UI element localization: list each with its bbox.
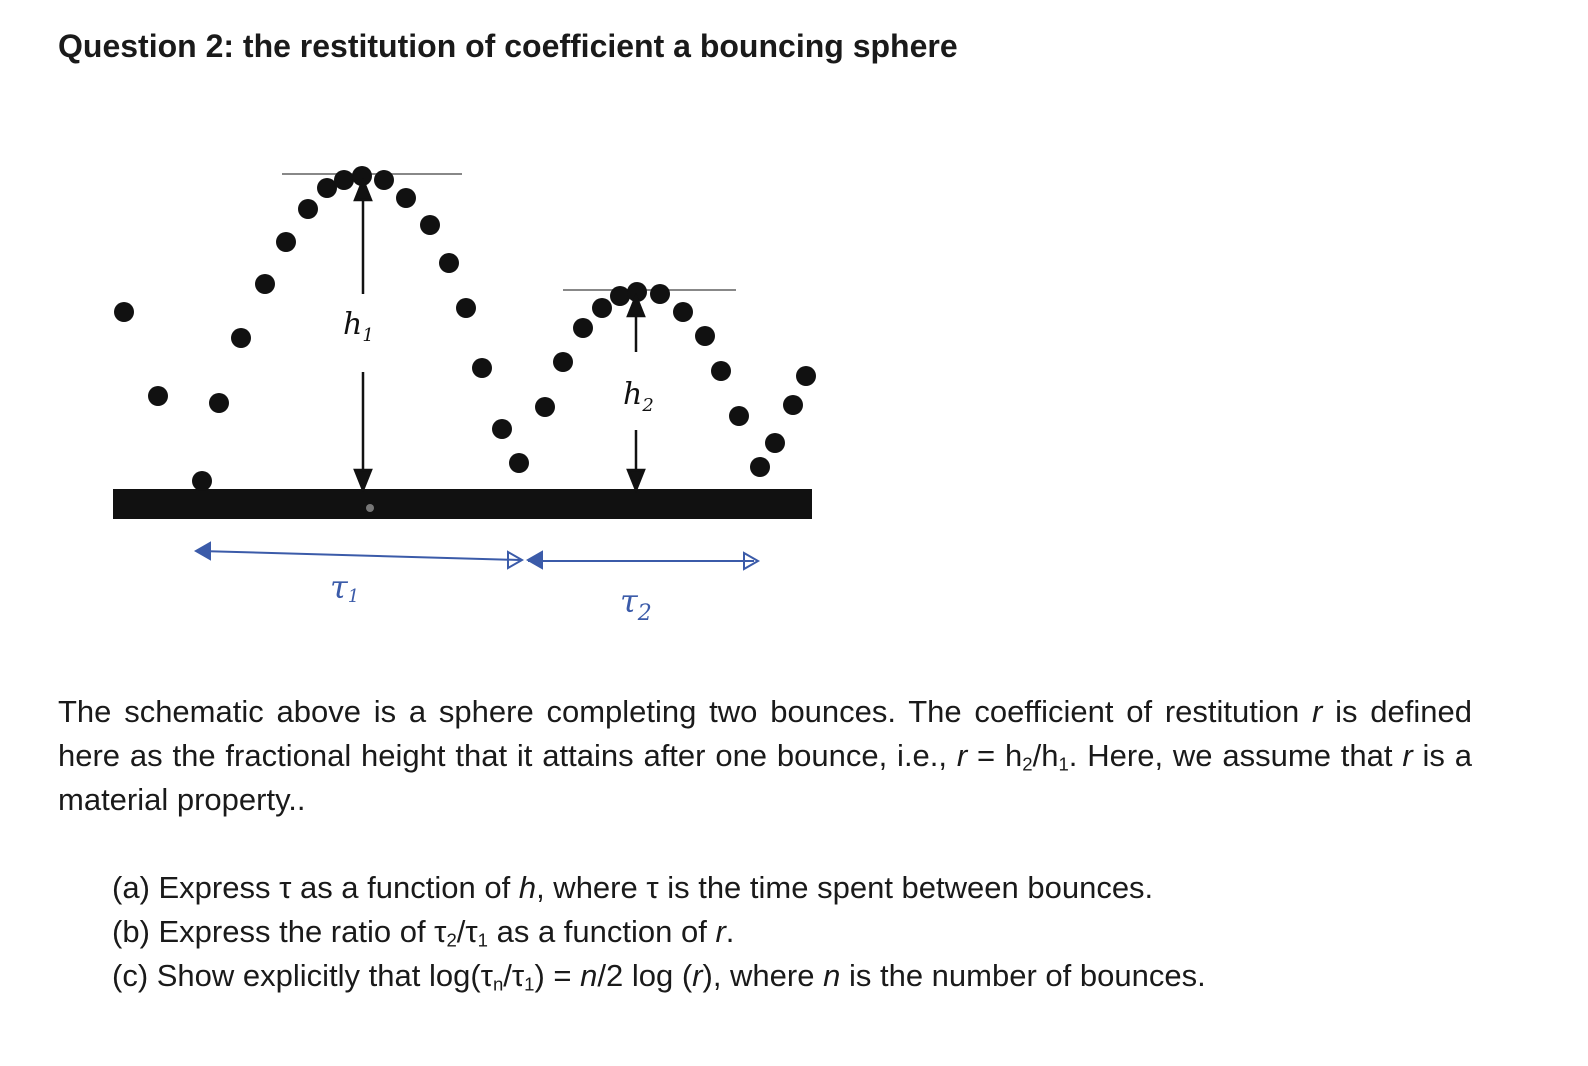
label-h1: $h_1$	[343, 307, 374, 346]
sphere	[420, 215, 440, 235]
label-h2: $h_2$	[623, 377, 654, 416]
ground-surface	[113, 489, 812, 519]
sphere	[148, 386, 168, 406]
sphere	[317, 178, 337, 198]
sphere	[509, 453, 529, 473]
sphere	[711, 361, 731, 381]
ground-mark	[366, 504, 374, 512]
question-title: Question 2: the restitution of coefficient a bouncing sphere	[58, 28, 958, 64]
sphere	[255, 274, 275, 294]
sphere	[192, 471, 212, 491]
sphere	[650, 284, 670, 304]
sphere	[298, 199, 318, 219]
sphere	[396, 188, 416, 208]
sphere	[492, 419, 512, 439]
sphere	[456, 298, 476, 318]
sphere	[231, 328, 251, 348]
sphere	[796, 366, 816, 386]
sphere	[573, 318, 593, 338]
sphere	[209, 393, 229, 413]
description-paragraph: The schematic above is a sphere completing two bounces. The coefficient of restitution r is defined here as the fractional height that it attains after one bounce, i.e., $r = h_2/h_1$. Here, we assume that r is a material property..	[58, 694, 1472, 817]
sphere	[374, 170, 394, 190]
sphere-positions	[114, 166, 816, 491]
sphere	[765, 433, 785, 453]
sphere	[472, 358, 492, 378]
sphere	[334, 170, 354, 190]
sphere	[535, 397, 555, 417]
sphere	[695, 326, 715, 346]
sphere	[553, 352, 573, 372]
sphere	[439, 253, 459, 273]
sphere	[592, 298, 612, 318]
sphere	[673, 302, 693, 322]
sphere	[114, 302, 134, 322]
question-c: (c) Show explicitly that $\log(\tau_n/\tau_1) = n/2$ log (r), where n is the number of bounces.	[112, 958, 1206, 995]
sphere	[750, 457, 770, 477]
sphere	[729, 406, 749, 426]
label-tau2: $\tau_2$	[620, 582, 652, 626]
tau-intervals	[196, 543, 758, 569]
question-a: (a) Express τ as a function of h, where τ is the time spent between bounces.	[112, 870, 1154, 905]
question-list	[112, 866, 1206, 998]
sphere	[276, 232, 296, 252]
question-b: (b) Express the ratio of $\tau_2/\tau_1$ as a function of r.	[112, 914, 735, 951]
label-tau1: τ1	[330, 568, 360, 607]
sphere	[783, 395, 803, 415]
sphere	[610, 286, 630, 306]
